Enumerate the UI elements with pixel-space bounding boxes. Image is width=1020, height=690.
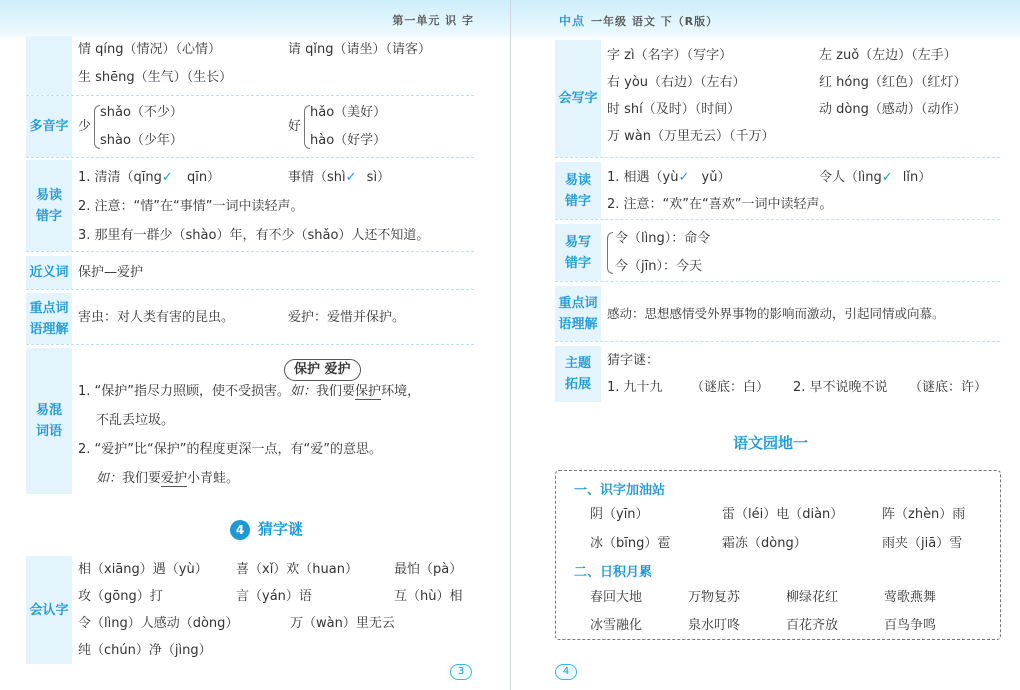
confusing-line-1	[78, 378, 420, 405]
misread-line-3: 3. 那里有一群少（shào）年，有不少（shǎo）人还不知道。	[78, 228, 430, 243]
recognize-entry: 最怕（pà）	[394, 562, 463, 577]
underlined-word: 保护	[355, 384, 382, 399]
reading-wrong: sì）	[366, 170, 391, 185]
section-label: 近义词	[26, 256, 72, 289]
poly-reading: shǎo（不少）	[100, 105, 183, 120]
idiom: 莺歌燕舞	[884, 590, 937, 605]
char-entry: 字 zì（名字）（写字）	[607, 48, 733, 63]
reading-correct: 1. 相遇（yù	[607, 170, 679, 185]
header-text: 一年级 语文 下（R版）	[591, 15, 719, 28]
garden-item: 雷（léi）电（diàn）	[722, 507, 844, 522]
definition: 爱护：爱惜并保护。	[288, 310, 406, 325]
idiom: 春回大地	[590, 590, 643, 605]
topic-section	[555, 346, 1000, 402]
brand-logo: 中点	[559, 14, 586, 28]
confusing-words-section	[26, 348, 474, 494]
text: 我们要	[316, 384, 356, 399]
polyphonic-section	[26, 96, 474, 158]
definition: 害虫：对人类有害的昆虫。	[78, 310, 235, 325]
topic-heading: 猜字谜：	[607, 353, 660, 368]
idiom: 百花齐放	[786, 618, 839, 633]
check-icon: ✓	[345, 170, 357, 185]
recognize-entry: 言（yán）语	[236, 589, 312, 604]
miswrite-section	[555, 224, 1000, 282]
example-marker: 如：	[290, 384, 317, 399]
misread-line-1b	[288, 164, 390, 191]
recognize-entry: 令（lìng）人感动（dòng）	[78, 616, 239, 631]
key-words-section	[26, 293, 474, 345]
poly-reading: hào（好学）	[310, 133, 387, 148]
right-page	[510, 0, 1020, 690]
reading-correct: 令人（lìng	[819, 170, 882, 185]
left-write-continued	[26, 36, 474, 96]
char-entry: 右 yòu（右边）（左右）	[607, 75, 746, 90]
reading-wrong: yǔ）	[701, 170, 731, 185]
garden-box	[555, 470, 1001, 640]
char-entry: 请 qǐng（请坐）（请客）	[288, 42, 431, 57]
right-key-words-section	[555, 286, 1000, 342]
miswrite-entry: 令（lìng）：命令	[615, 231, 711, 246]
char-entry: 情 qíng（情况）（心情）	[78, 42, 221, 57]
miswrite-entry: 今（jīn）：今天	[615, 259, 702, 274]
section-label: 易读错字	[555, 162, 601, 219]
section-label: 主题拓展	[555, 346, 601, 402]
lesson-title	[230, 518, 303, 540]
char-entry: 左 zuǒ（左边）（左手）	[819, 48, 957, 63]
misread-line-1	[78, 164, 220, 191]
section-label: 易混词语	[26, 348, 72, 494]
riddle-2-answer: （谜底：许）	[909, 380, 988, 395]
riddle-1: 1. 九十九	[607, 380, 663, 395]
idiom: 柳绿花红	[786, 590, 839, 605]
misread-line-2: 2. 注意：“欢”在“喜欢”一词中读轻声。	[607, 197, 833, 212]
garden-item: 霜冻（dòng）	[722, 536, 807, 551]
char-entry: 动 dòng（感动）（动作）	[819, 102, 967, 117]
text: 环境，	[381, 384, 421, 399]
confusing-line-3: 2. “爱护”比“保护”的程度更深一点，有“爱”的意思。	[78, 442, 382, 457]
page-number: 3	[450, 664, 472, 680]
section-label: 重点词语理解	[26, 293, 72, 344]
poly-char: 少	[78, 119, 92, 134]
section-label: 易读错字	[26, 160, 72, 251]
check-icon: ✓	[881, 170, 893, 185]
section-label: 会写字	[555, 40, 601, 157]
confusing-line-2: 不乱丢垃圾。	[96, 413, 175, 428]
poly-char: 好	[288, 119, 302, 134]
recognize-section	[26, 556, 474, 664]
section-label: 重点词语理解	[555, 286, 601, 341]
riddle-2: 2. 早不说晚不说	[793, 380, 888, 395]
recognize-entry: 万（wàn）里无云	[290, 616, 395, 631]
reading-wrong: lǐn）	[902, 170, 932, 185]
example-marker: 如：	[96, 471, 123, 486]
section-label: 会认字	[26, 556, 72, 664]
text: 小青蛙。	[187, 471, 240, 486]
char-entry: 红 hóng（红色）（红灯）	[819, 75, 967, 90]
garden-title: 语文园地一	[733, 434, 809, 452]
char-entry: 生 shēng（生气）（生长）	[78, 70, 233, 85]
right-page-header	[559, 12, 718, 29]
garden-item: 阴（yīn）	[590, 507, 649, 522]
poly-reading: hǎo（美好）	[310, 105, 387, 120]
left-page-header: 第一单元 识 字	[392, 14, 474, 27]
poly-reading: shào（少年）	[100, 133, 183, 148]
misread-line-1b	[819, 164, 931, 191]
confusing-line-4	[96, 465, 239, 492]
garden-item: 阵（zhèn）雨	[882, 507, 966, 522]
char-entry: 时 shí（及时）（时间）	[607, 102, 741, 117]
section-label: 多音字	[26, 96, 72, 157]
right-misread-section	[555, 162, 1000, 220]
reading-correct: 1. 清清（qīng	[78, 170, 162, 185]
recognize-entry: 互（hù）相	[394, 589, 463, 604]
word-pair-pill: 保护 爱护	[284, 359, 361, 381]
misread-line-1	[607, 164, 730, 191]
underlined-word: 爱护	[161, 471, 188, 486]
recognize-entry: 喜（xǐ）欢（huan）	[236, 562, 358, 577]
misread-line-2: 2. 注意：“情”在“事情”一词中读轻声。	[78, 199, 304, 214]
garden-heading-2: 二、日积月累	[574, 565, 653, 580]
brace	[607, 232, 613, 274]
synonym-text: 保护—爱护	[78, 265, 144, 280]
synonym-section	[26, 256, 474, 290]
char-entry: 万 wàn（万里无云）（千万）	[607, 129, 775, 144]
section-label	[26, 36, 72, 95]
section-label: 易写错字	[555, 224, 601, 281]
garden-item: 冰（bīng）雹	[590, 536, 671, 551]
lesson-title-text: 猜字谜	[258, 520, 304, 538]
idiom: 万物复苏	[688, 590, 741, 605]
text: 1. “保护”指尽力照顾，使不受损害。	[78, 384, 291, 399]
idiom: 泉水叮咚	[688, 618, 741, 633]
text: 我们要	[122, 471, 162, 486]
definition: 感动：思想感情受外界事物的影响而激动，引起同情或向慕。	[607, 306, 945, 321]
recognize-entry: 纯（chún）净（jìng）	[78, 643, 212, 658]
recognize-entry: 相（xiāng）遇（yù）	[78, 562, 208, 577]
reading-correct: 事情（shì	[288, 170, 346, 185]
idiom: 冰雪融化	[590, 618, 643, 633]
check-icon: ✓	[678, 170, 690, 185]
page-number: 4	[555, 664, 577, 680]
riddle-1-answer: （谜底：白）	[691, 380, 770, 395]
check-icon: ✓	[161, 170, 173, 185]
reading-wrong: qīn）	[186, 170, 221, 185]
garden-heading-1: 一、识字加油站	[574, 483, 666, 498]
garden-item: 雨夹（jiā）雪	[882, 536, 963, 551]
misread-section	[26, 160, 474, 252]
lesson-number: 4	[230, 520, 250, 540]
idiom: 百鸟争鸣	[884, 618, 937, 633]
recognize-entry: 攻（gōng）打	[78, 589, 163, 604]
write-section	[555, 40, 1000, 158]
